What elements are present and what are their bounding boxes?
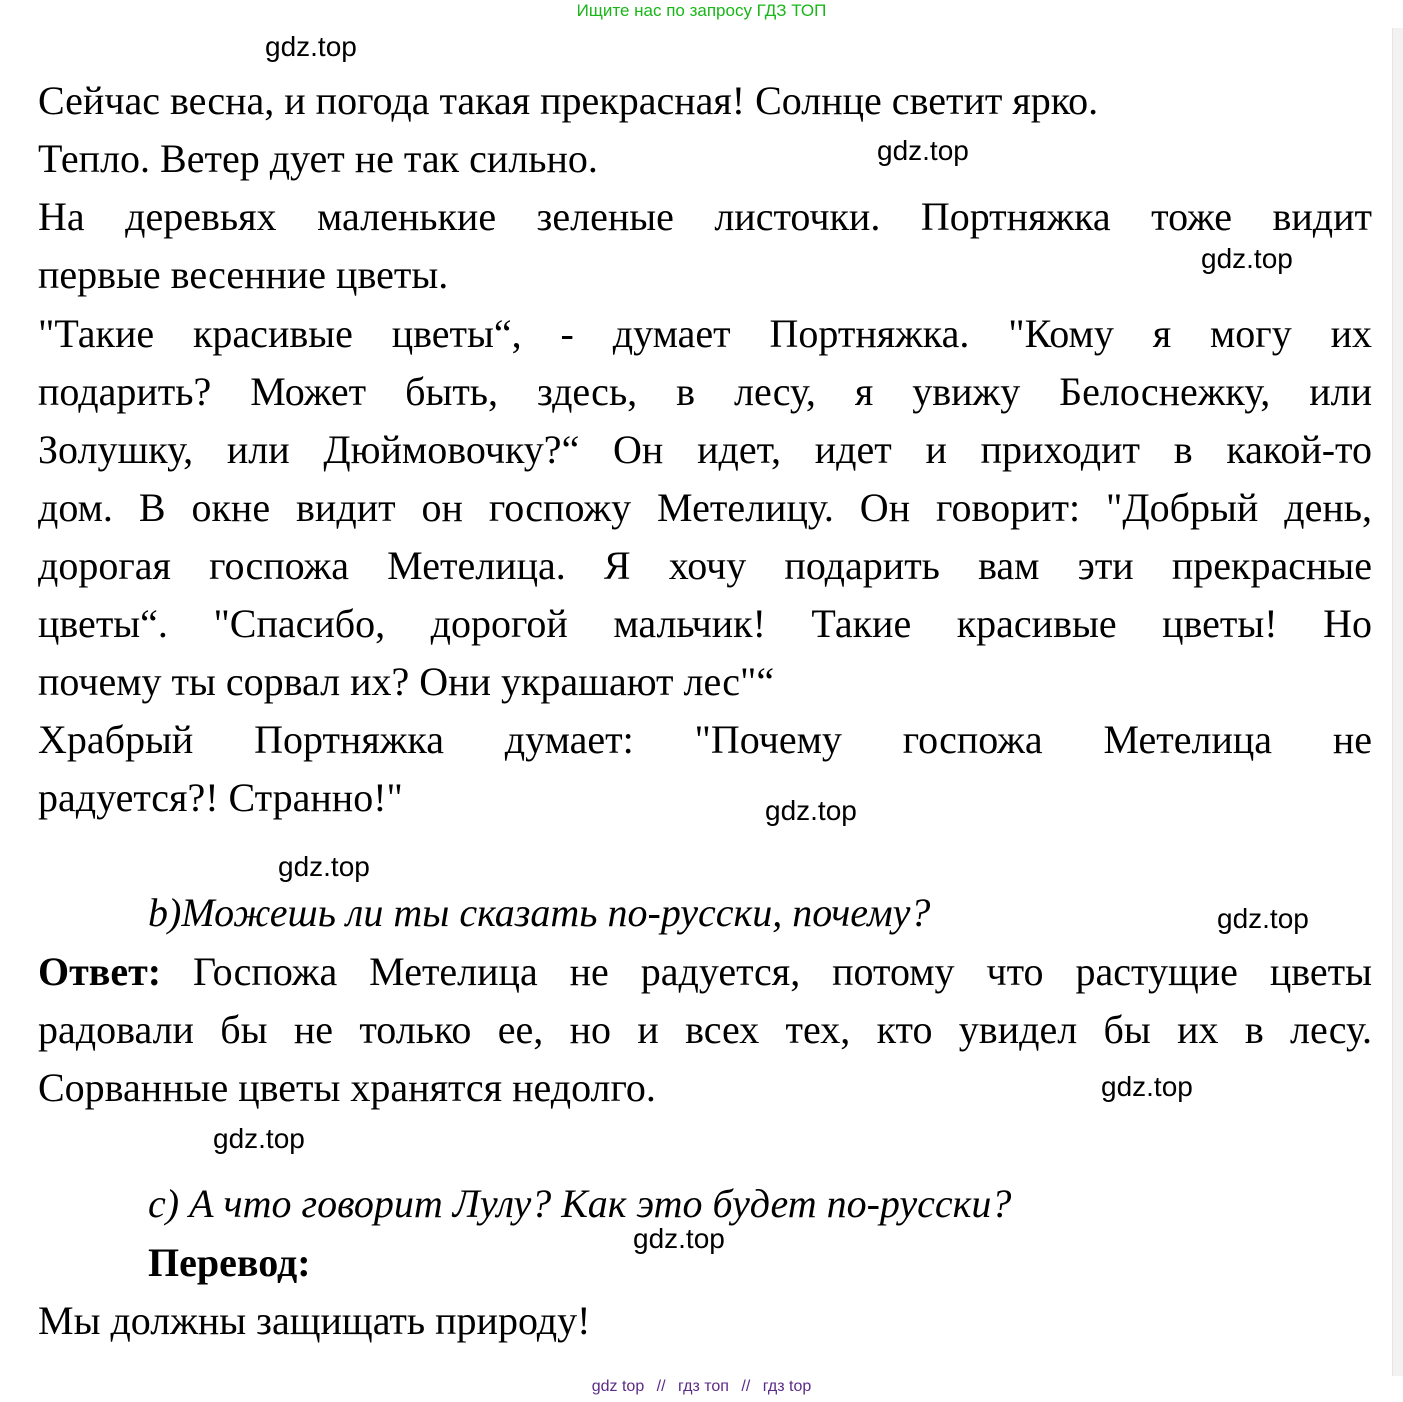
watermark: gdz.top [213,1123,305,1154]
watermark: gdz.top [1217,903,1309,934]
story-line: цветы“. "Спасибо, дорогой мальчик! Такие красивые цветы! Но [38,601,1372,646]
story-line: радуется?! Странно!" [38,775,403,820]
watermark: gdz.top [265,31,357,62]
top-banner-text[interactable]: Ищите нас по запросу ГДЗ ТОП [576,1,827,20]
answer-line-3: Сорванные цветы хранятся недолго. [38,1065,656,1110]
footer-links [0,1376,1403,1398]
footer-link[interactable]: gdz top [591,1378,645,1395]
answer-label: Ответ: [38,949,162,994]
story-line: дорогая госпожа Метелица. Я хочу подарить вам эти прекрасные [38,543,1372,588]
story-line: На деревьях маленькие зеленые листочки. Портняжка тоже видит [38,194,1372,239]
story-line: Храбрый Портняжка думает: "Почему госпожа Метелица не [38,717,1372,762]
story-line: дом. В окне видит он госпожу Метелицу. Он говорит: "Добрый день, [38,485,1372,530]
page-edge-strip [1392,28,1403,1376]
story-line: Золушку, или Дюймовочку?“ Он идет, идет и приходит в какой-то [38,427,1372,472]
answer-text: Госпожа Метелица не радуется, потому что растущие цветы [193,949,1373,994]
footer-separator: // [656,1378,666,1395]
watermark: gdz.top [278,851,370,882]
story-line: почему ты сорвал их? Они украшают лес"“ [38,659,775,704]
watermark: gdz.top [765,795,857,826]
story-line: первые весенние цветы. [38,252,449,297]
story-line: "Такие красивые цветы“, - думает Портняжка. "Кому я могу их [38,311,1372,356]
answer-line-2: радовали бы не только ее, но и всех тех, кто увидел бы их в лесу. [38,1007,1372,1052]
top-banner[interactable] [0,0,1403,22]
watermark: gdz.top [1101,1071,1193,1102]
translation-label-text: Перевод: [148,1240,311,1285]
watermark: gdz.top [877,135,969,166]
answer-line-1 [38,943,1372,1001]
watermark: gdz.top [1201,243,1293,274]
translation-label [148,1234,311,1292]
story-line: Тепло. Ветер дует не так сильно. [38,136,598,181]
question-c: c) А что говорит Лулу? Как это будет по-русски? [148,1181,1012,1226]
footer-separator: // [741,1378,751,1395]
translation-text: Мы должны защищать природу! [38,1298,591,1343]
story-line: подарить? Может быть, здесь, в лесу, я увижу Белоснежку, или [38,369,1372,414]
footer-link[interactable]: гдз top [762,1378,812,1395]
question-b: b)Можешь ли ты сказать по-русски, почему? [148,890,931,935]
watermark: gdz.top [633,1223,725,1254]
footer-link[interactable]: гдз топ [678,1378,729,1395]
story-line: Сейчас весна, и погода такая прекрасная! Солнце светит ярко. [38,78,1099,123]
